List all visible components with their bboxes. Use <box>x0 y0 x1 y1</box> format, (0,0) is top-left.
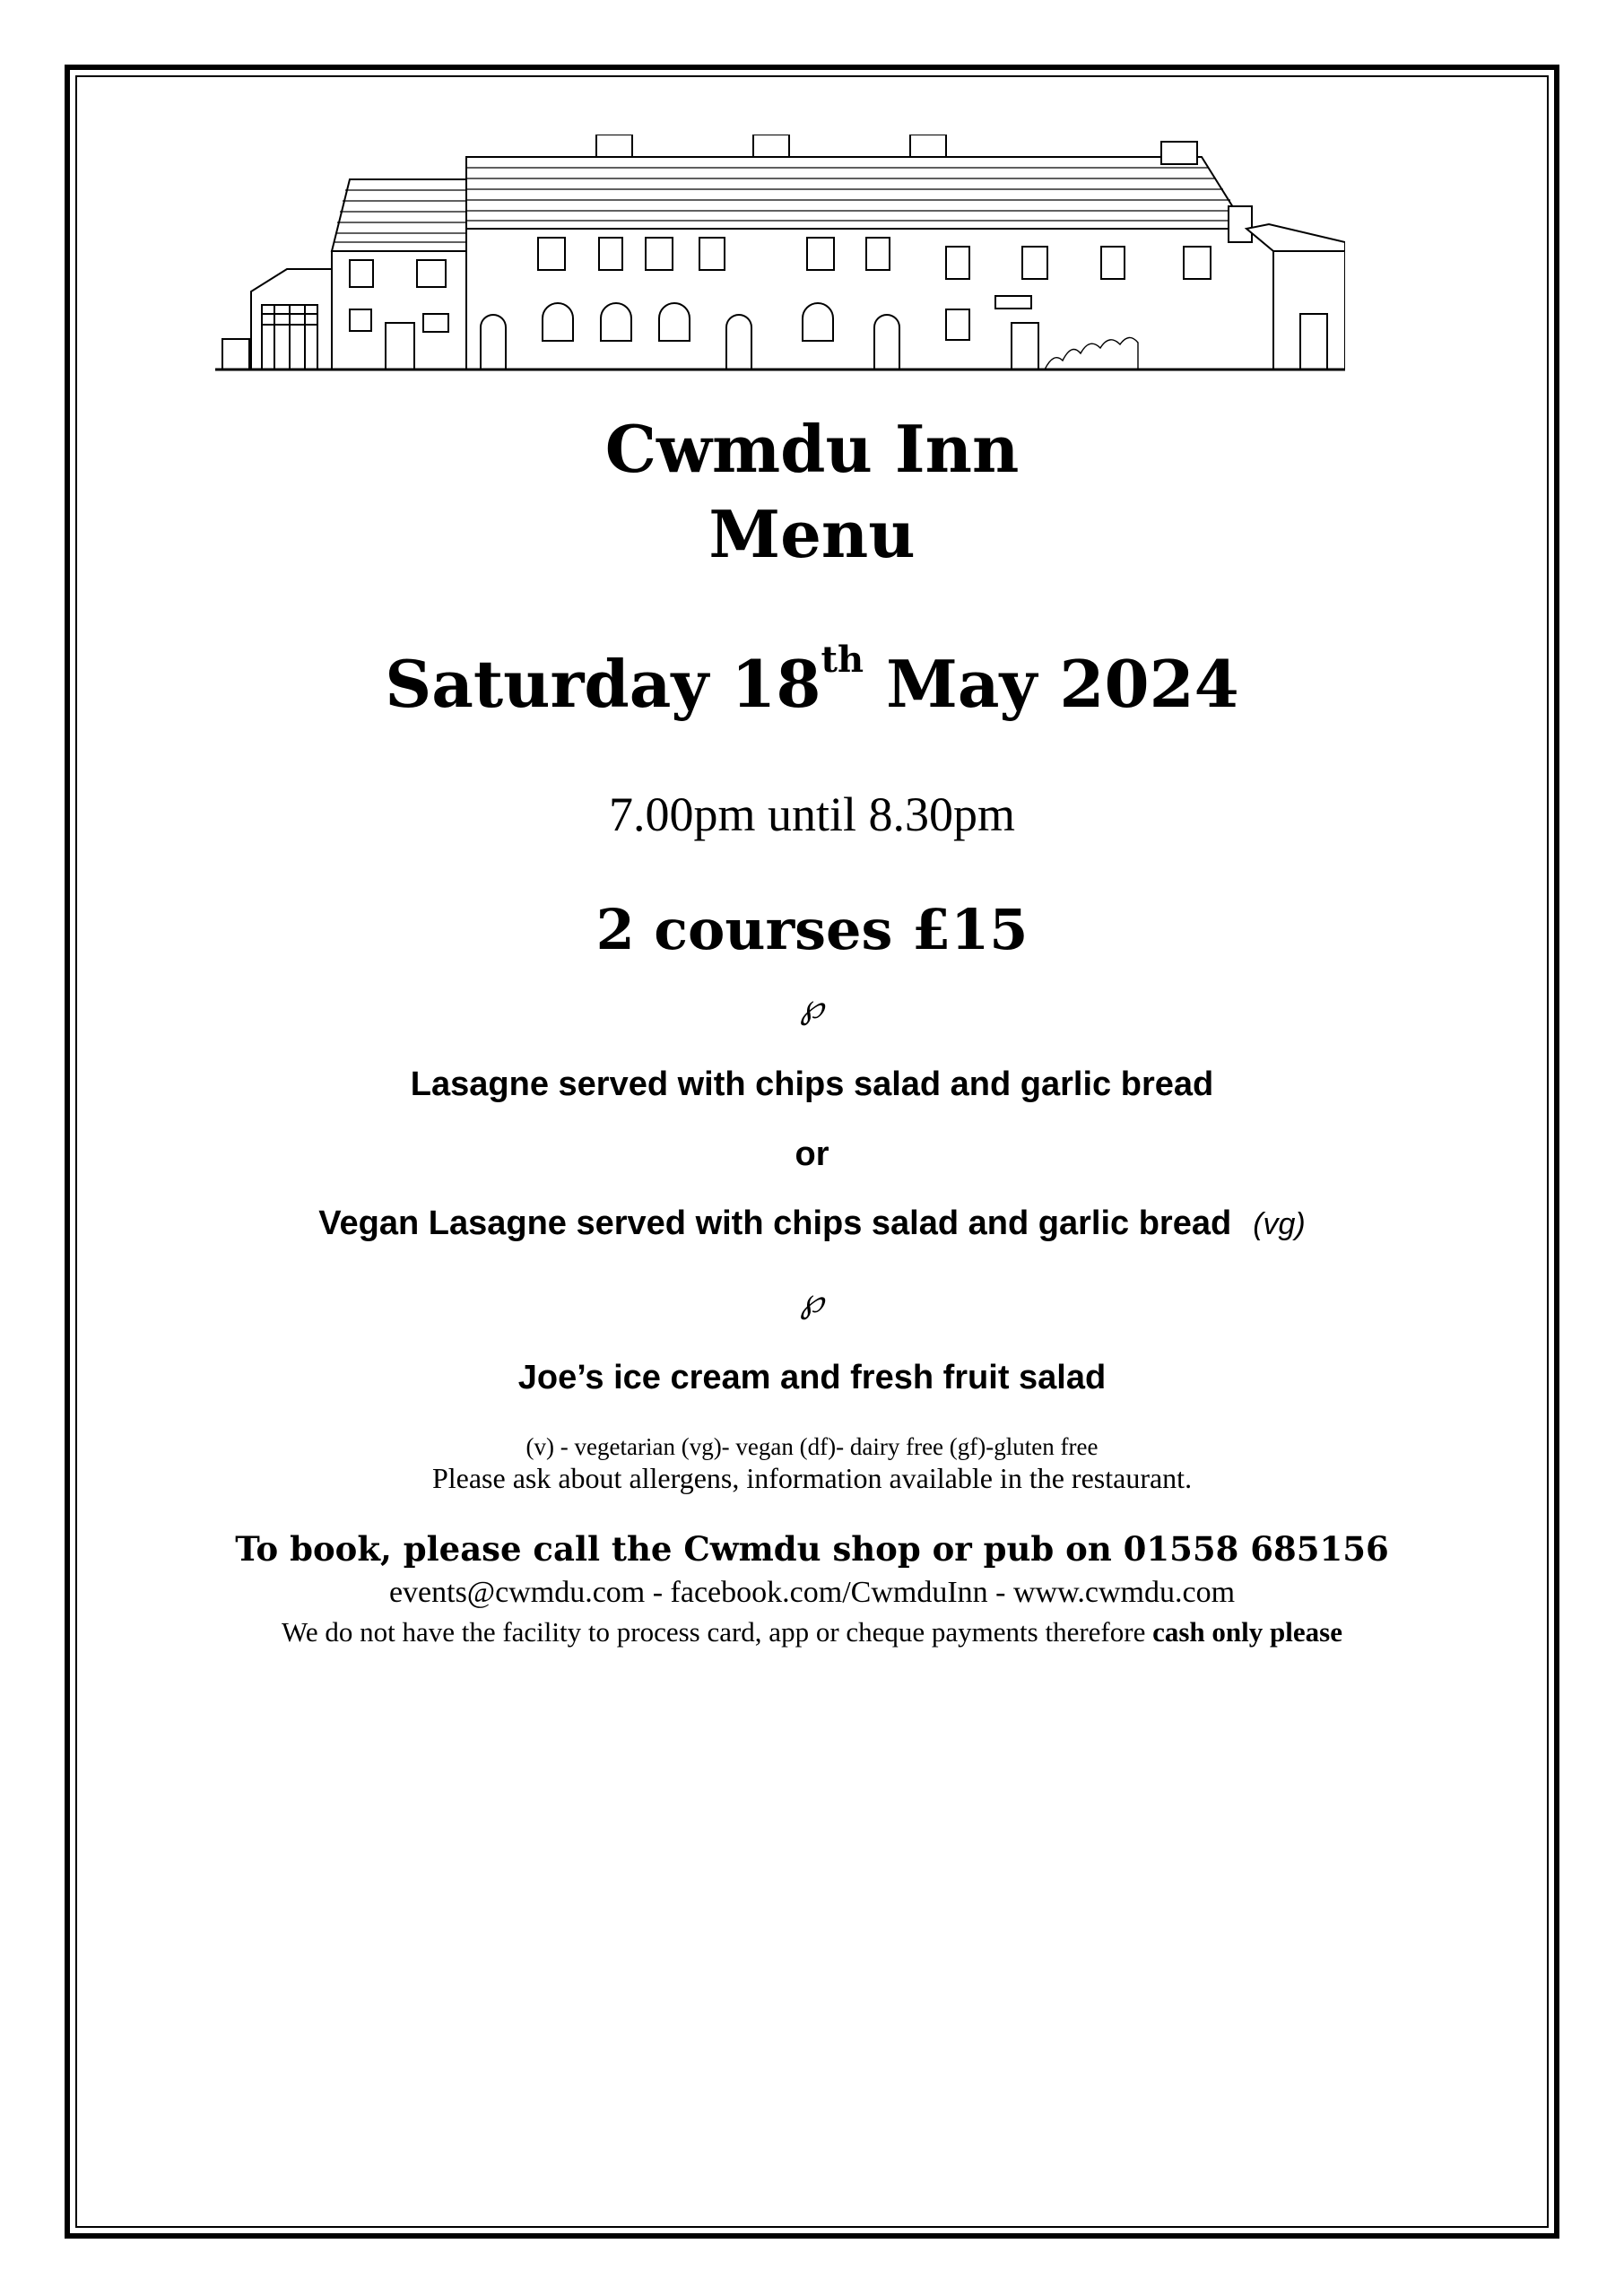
allergen-note: Please ask about allergens, information available in the restaurant. <box>431 1462 1193 1494</box>
event-date-month-year: May 2024 <box>864 646 1239 722</box>
event-date-main: Saturday 18 <box>385 646 821 722</box>
cash-only-emphasis: cash only please <box>1152 1616 1342 1648</box>
payment-note-text: We do not have the facility to process card, app or cheque payments therefore <box>282 1616 1153 1648</box>
price-line: 2 courses £15 <box>595 897 1029 962</box>
dietary-key: (v) - vegetarian (vg)- vegan (df)- dairy free (gf)-gluten free <box>525 1433 1099 1460</box>
inn-building-icon <box>215 135 1345 377</box>
separator-glyph-2: ℘ <box>800 1281 824 1320</box>
menu-heading: Menu <box>708 496 916 572</box>
vegan-lasagne-text: Vegan Lasagne served with chips salad and garlic bread <box>318 1205 1232 1242</box>
event-date-suffix: th <box>821 639 864 681</box>
event-time: 7.00pm until 8.30pm <box>608 787 1015 841</box>
inn-name: Cwmdu Inn <box>604 411 1020 487</box>
contact-details: events@cwmdu.com - facebook.com/CwmduInn - www.cwmdu.com <box>388 1576 1236 1609</box>
or-label: or <box>795 1135 829 1173</box>
dessert-item: Joe’s ice cream and fresh fruit salad <box>517 1359 1107 1396</box>
event-date <box>75 639 1549 722</box>
main-course-vegan-lasagne <box>75 1205 1549 1243</box>
vegan-tag: (vg) <box>1253 1207 1306 1241</box>
main-course-lasagne: Lasagne served with chips salad and garlic bread <box>410 1065 1214 1103</box>
separator-glyph-1: ℘ <box>800 987 824 1026</box>
booking-line: To book, please call the Cwmdu shop or pub on 01558 685156 <box>235 1529 1389 1569</box>
payment-note <box>75 1616 1549 1648</box>
